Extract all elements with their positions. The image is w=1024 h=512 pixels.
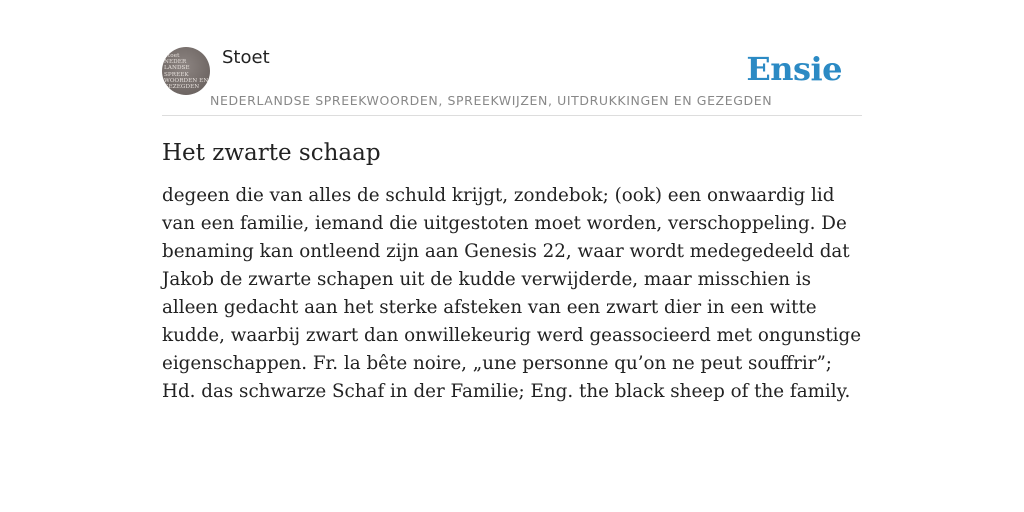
avatar-line: NEDER (164, 59, 187, 66)
avatar-line: WOORDEN EN (164, 77, 209, 84)
author-name[interactable]: Stoet (222, 47, 270, 68)
avatar-line: SPREEK (164, 71, 189, 78)
avatar-cover-text (164, 53, 210, 90)
avatar-line: Stoet (164, 53, 180, 59)
entry-definition: degeen die van alles de schuld krijgt, zondebok; (ook) een onwaardig lid van een familie, iemand die uitgestoten moet worden, verschoppeling. De benaming kan ontleend zijn aan Genesis 22, waar wordt medegedeeld dat Jakob de zwarte schapen uit de kudde verwijderde, maar misschien is alleen gedacht aan het sterke afsteken van een zwart dier in een witte kudde, waarbij zwart dan onwillekeurig werd geassocieerd met ongunstige eigenschappen. Fr. la bête noire, „une personne qu’on ne peut souffrir”; Hd. das schwarze Schaf in der Familie; Eng. the black sheep of the family. (162, 185, 862, 402)
avatar-line: GEZEGDEN (164, 84, 200, 91)
ensie-logo[interactable]: Ensie (746, 50, 842, 88)
book-cover-avatar[interactable] (162, 47, 210, 95)
avatar-line: LANDSE (164, 65, 190, 72)
entry-title: Het zwarte schaap (162, 140, 381, 166)
entry-header (162, 46, 862, 116)
source-subtitle[interactable]: NEDERLANDSE SPREEKWOORDEN, SPREEKWIJZEN, UITDRUKKINGEN EN GEZEGDEN (210, 93, 773, 108)
entry-card (162, 46, 862, 406)
